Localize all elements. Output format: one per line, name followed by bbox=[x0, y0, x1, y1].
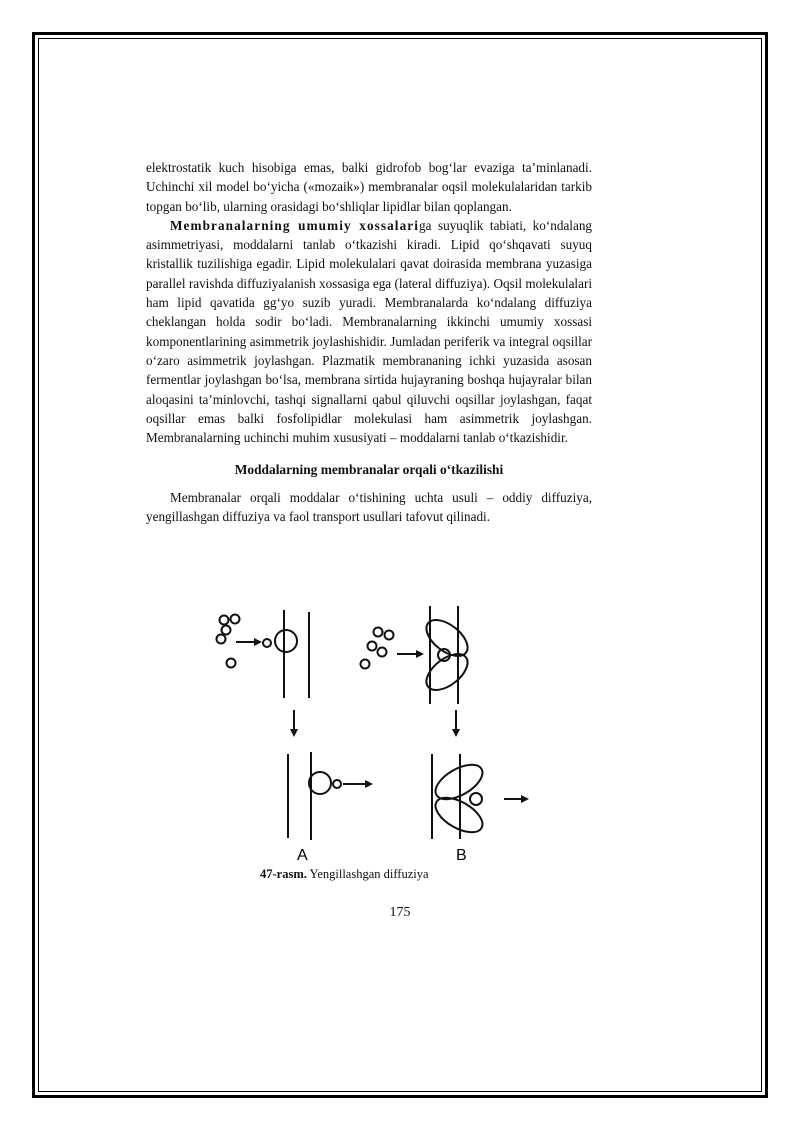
caption-text: Yengillashgan diffuziya bbox=[309, 867, 429, 881]
diffusion-diagram bbox=[200, 606, 540, 868]
panel-a-bottom bbox=[288, 752, 373, 840]
paragraph-3: Membranalar orqali moddalar o‘tishining uchta usuli – oddiy diffuziya, yengillashgan diffuziya va faol transport usullari tafovut qilinadi. bbox=[146, 489, 592, 525]
panel-b-top bbox=[361, 606, 474, 704]
panel-a-top bbox=[217, 610, 310, 698]
paragraph-2-rest: ga suyuqlik tabiati, ko‘ndalang asimmetriyasi, moddalarni tanlab o‘tkazishi kiradi. Lipid qo‘shqavati suyuq kristallik tuzilishiga egadir. Lipid molekulalari qavat doirasida membrana yuzasiga parallel ravishda diffuziyalanish xossasiga ega (lateral diffuziya). Oqsil molekulalari ham lipid qavatida gg‘yo suzib yuradi. Membranalarda ko‘ndalang diffuziya cheklangan holda sodir bo‘ladi. Membranalarning ikkinchi umumiy xossasi komponentlarining asimmetrik joylashishidir. Jumladan periferik va integral oqsillar o‘zaro asimmetrik joylashgan. Plazmatik membrananing ichki yuzasida asosan fermentlar joylashgan bo‘lsa, membrana sirtida hujayraning boshqa hujayralar bilan aloqasini ta’minlovchi, tashqi signallarni qabul qiluvchi oqsillar joylashgan, faqat oqsillar emas balki fosfolipidlar molekulasi ham asimmetrik joylashgan. Membranalarning uchinchi muhim xususiyati – moddalarni tanlab o‘tkazishidir. bbox=[146, 217, 593, 446]
section-heading: Moddalarning membranalar orqali o‘tkazilishi bbox=[234, 462, 504, 478]
body-text bbox=[146, 158, 592, 526]
paragraph-2-bold-lead: Membranalarning umumiy xossalari bbox=[170, 217, 419, 233]
label-a: A bbox=[297, 847, 308, 864]
caption-number: 47-rasm. bbox=[260, 867, 307, 881]
panel-b-bottom bbox=[430, 754, 529, 839]
page-number: 175 bbox=[389, 905, 411, 920]
paragraph-1: elektrostatik kuch hisobiga emas, balki gidrofob bog‘lar evaziga ta’minlanadi. Uchinchi xil model bo‘yicha («mozaik») membranalar oqsil molekulalaridan tarkib topgan bo‘lib, ularning orasidagi bo‘shliqlar lipidlar bilan qoplangan. bbox=[146, 160, 592, 214]
paragraph-2 bbox=[146, 216, 592, 448]
label-b: B bbox=[456, 847, 467, 864]
figure-caption bbox=[260, 867, 490, 882]
facilitated-diffusion-figure bbox=[200, 606, 540, 868]
